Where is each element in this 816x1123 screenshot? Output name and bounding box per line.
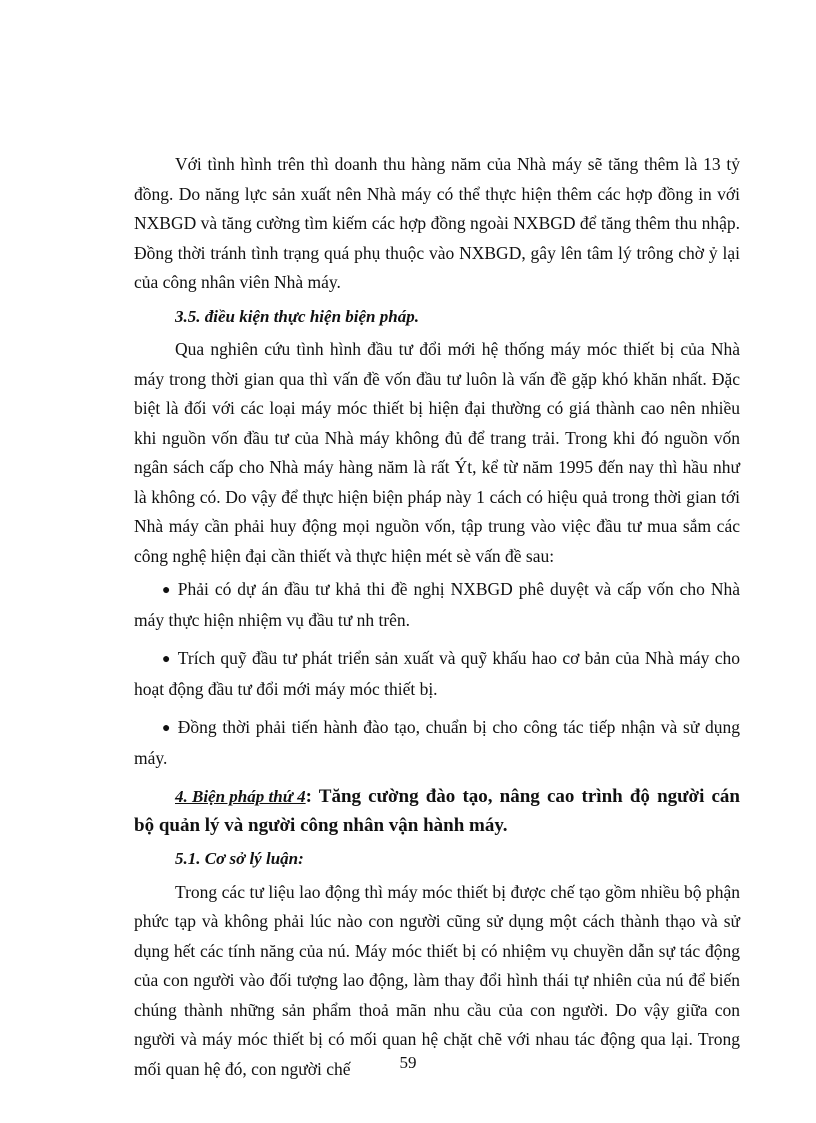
section-heading — [134, 782, 740, 840]
paragraph-machinery: Trong các tư liệu lao động thì máy móc thiết bị được chế tạo gồm nhiều bộ phận phức tạp và không phải lúc nào con người cũng sử dụng một cách thành thạo và sử dụng hết các tính năng của nú. Máy móc thiết bị có nhiệm vụ chuyền dẫn sự tác động của con người vào đối tượng lao động, làm thay đổi hình thái tự nhiên của nú để biến chúng thành những sản phẩm thoả mãn nhu cầu của con người. Do vậy giữa con người và máy móc thiết bị có mối quan hệ chặt chẽ với nhau tác động qua lại. Trong mối quan hệ đó, con người chế — [134, 881, 740, 1079]
section-separator: : — [305, 786, 312, 807]
paragraph-investment: Qua nghiên cứu tình hình đầu tư đổi mới hệ thống máy móc thiết bị của Nhà máy trong thời gian qua thì vấn đề vốn đầu tư luôn là vấn đề gặp khó khăn nhất. Đặc biệt là đối với các loại máy móc thiết bị hiện đại thường có giá thành cao nên nhiều khi nguồn vốn đầu tư của Nhà máy không đủ để trang trải. Trong khi đó nguồn vốn ngân sách cấp cho Nhà máy hàng năm là rất Ýt, kể từ năm 1995 đến nay thì hầu như là không có. Do vậy để thực hiện biện pháp này 1 cách có hiệu quả trong thời gian tới Nhà máy cần phải huy động mọi nguồn vốn, tập trung vào việc đầu tư mua sắm các công nghệ hiện đại cần thiết và thực hiện mét sè vấn đề sau: — [134, 339, 740, 566]
bullet-dot-icon: ● — [162, 652, 171, 667]
bullet-item — [134, 713, 740, 773]
bullet-text: Phải có dự án đầu tư khả thi đề nghị NXBGD phê duyệt và cấp vốn cho Nhà máy thực hiện nhiệm vụ đầu tư nh trên. — [134, 579, 740, 630]
page-number: 59 — [399, 1053, 417, 1072]
heading-conditions: 3.5. điều kiện thực hiện biện pháp. — [175, 306, 419, 326]
bullet-text: Đồng thời phải tiến hành đào tạo, chuẩn bị cho công tác tiếp nhận và sử dụng máy. — [134, 717, 740, 768]
section-title-text: Tăng cường đào tạo, nâng cao trình độ người cán bộ quản lý và người công nhân vận hành máy. — [134, 786, 740, 836]
heading-theory: 5.1. Cơ sở lý luận: — [175, 849, 304, 868]
bullet-dot-icon: ● — [162, 721, 171, 736]
paragraph-revenue: Với tình hình trên thì doanh thu hàng năm của Nhà máy sẽ tăng thêm là 13 tỷ đồng. Do năng lực sản xuất nên Nhà máy có thể thực hiện thêm các hợp đồng in với NXBGD và tăng cường tìm kiếm các hợp đồng ngoài NXBGD để tăng thêm thu nhập. Đồng thời tránh tình trạng quá phụ thuộc vào NXBGD, gây lên tâm lý trông chờ ỷ lại của công nhân viên Nhà máy. — [134, 154, 740, 292]
page-body — [134, 150, 740, 1084]
section-label: 4. Biện pháp thứ 4 — [175, 787, 306, 806]
bullet-item — [134, 644, 740, 704]
bullet-text: Trích quỹ đầu tư phát triển sản xuất và quỹ khấu hao cơ bản của Nhà máy cho hoạt động đầu tư đổi mới máy móc thiết bị. — [134, 648, 740, 699]
bullet-item — [134, 575, 740, 635]
bullet-dot-icon: ● — [162, 583, 171, 598]
